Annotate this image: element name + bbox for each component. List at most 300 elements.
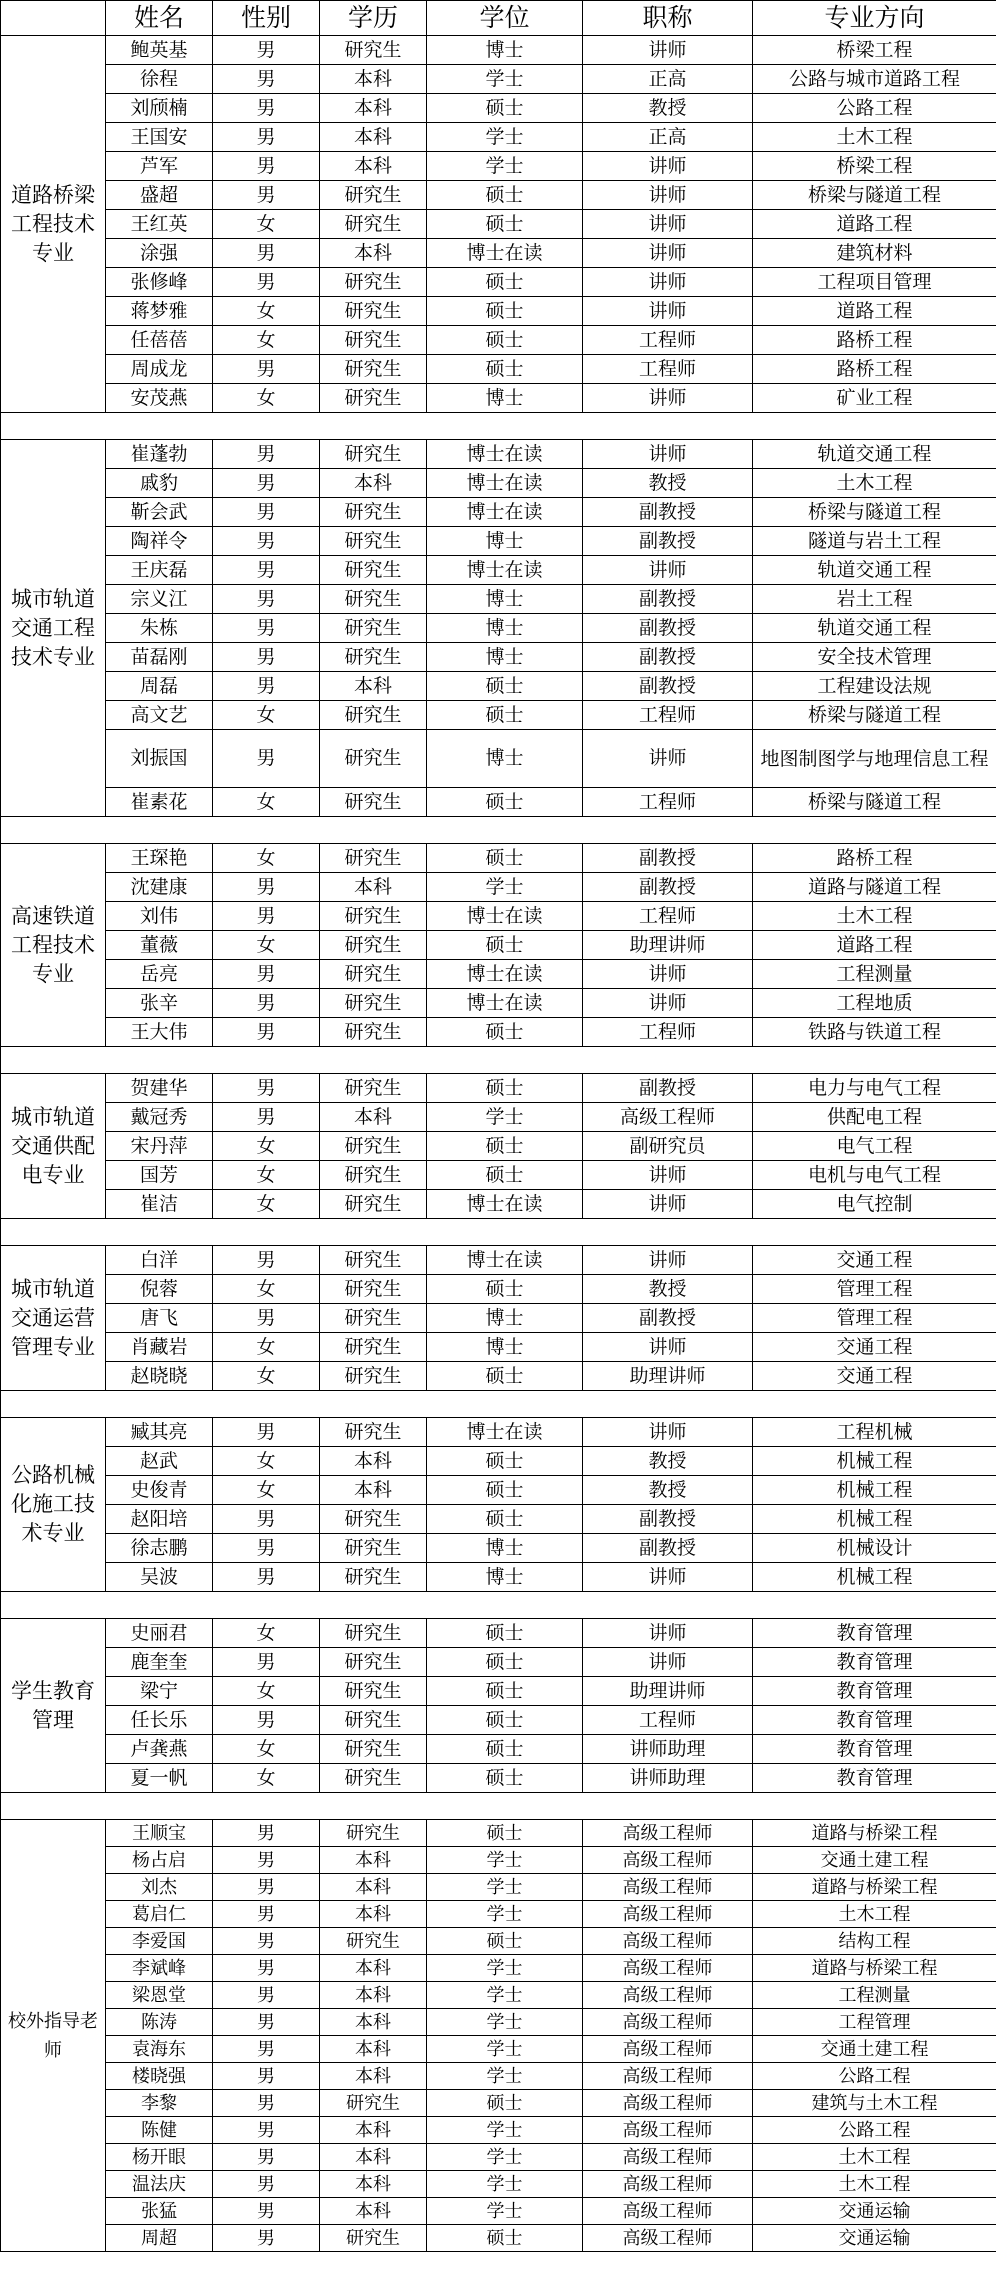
table-row bbox=[1, 2225, 996, 2252]
cell-education: 本科 bbox=[320, 2009, 427, 2036]
cell-major: 交通土建工程 bbox=[753, 2036, 996, 2063]
cell-major: 道路与桥梁工程 bbox=[753, 1955, 996, 1982]
cell-education: 研究生 bbox=[320, 614, 427, 643]
cell-gender: 男 bbox=[213, 643, 320, 672]
table-row bbox=[1, 2009, 996, 2036]
cell-major: 教育管理 bbox=[753, 1648, 996, 1677]
cell-education: 研究生 bbox=[320, 1619, 427, 1648]
cell-degree: 硕士 bbox=[427, 701, 583, 730]
table-row bbox=[1, 1074, 996, 1103]
cell-education: 研究生 bbox=[320, 1534, 427, 1563]
cell-education: 本科 bbox=[320, 1955, 427, 1982]
table-row bbox=[1, 672, 996, 701]
cell-title: 工程师 bbox=[583, 355, 753, 384]
cell-title: 副教授 bbox=[583, 527, 753, 556]
cell-degree: 学士 bbox=[427, 152, 583, 181]
table-row bbox=[1, 2171, 996, 2198]
cell-education: 本科 bbox=[320, 2171, 427, 2198]
header-gender: 性别 bbox=[213, 1, 320, 36]
table-row bbox=[1, 614, 996, 643]
cell-gender: 男 bbox=[213, 2063, 320, 2090]
cell-major: 土木工程 bbox=[753, 469, 996, 498]
table-row bbox=[1, 1333, 996, 1362]
cell-major: 工程建设法规 bbox=[753, 672, 996, 701]
table-row bbox=[1, 1735, 996, 1764]
cell-gender: 男 bbox=[213, 1103, 320, 1132]
cell-degree: 博士在读 bbox=[427, 989, 583, 1018]
cell-major: 隧道与岩土工程 bbox=[753, 527, 996, 556]
group-label: 公路机械化施工技术专业 bbox=[1, 1418, 106, 1592]
cell-degree: 硕士 bbox=[427, 2090, 583, 2117]
cell-degree: 硕士 bbox=[427, 1735, 583, 1764]
cell-title: 高级工程师 bbox=[583, 1847, 753, 1874]
cell-gender: 男 bbox=[213, 1648, 320, 1677]
cell-education: 研究生 bbox=[320, 498, 427, 527]
cell-name: 张修峰 bbox=[106, 268, 213, 297]
cell-name: 李斌峰 bbox=[106, 1955, 213, 1982]
cell-name: 赵武 bbox=[106, 1447, 213, 1476]
cell-major: 桥梁与隧道工程 bbox=[753, 701, 996, 730]
cell-major: 地图制图学与地理信息工程 bbox=[753, 730, 996, 788]
cell-gender: 男 bbox=[213, 1820, 320, 1847]
cell-education: 研究生 bbox=[320, 730, 427, 788]
cell-education: 本科 bbox=[320, 123, 427, 152]
cell-gender: 男 bbox=[213, 440, 320, 469]
cell-degree: 硕士 bbox=[427, 1074, 583, 1103]
table-row bbox=[1, 65, 996, 94]
cell-title: 高级工程师 bbox=[583, 2144, 753, 2171]
cell-gender: 男 bbox=[213, 2225, 320, 2252]
header-major: 专业方向 bbox=[753, 1, 996, 36]
cell-degree: 硕士 bbox=[427, 1161, 583, 1190]
cell-education: 研究生 bbox=[320, 1648, 427, 1677]
group-label: 校外指导老师 bbox=[1, 1820, 106, 2252]
cell-major: 道路工程 bbox=[753, 210, 996, 239]
cell-gender: 女 bbox=[213, 1735, 320, 1764]
cell-education: 研究生 bbox=[320, 1928, 427, 1955]
cell-major: 路桥工程 bbox=[753, 844, 996, 873]
cell-name: 崔蓬勃 bbox=[106, 440, 213, 469]
cell-title: 工程师 bbox=[583, 902, 753, 931]
cell-major: 教育管理 bbox=[753, 1735, 996, 1764]
table-row bbox=[1, 1619, 996, 1648]
cell-title: 教授 bbox=[583, 1275, 753, 1304]
group-label: 城市轨道交通工程技术专业 bbox=[1, 440, 106, 817]
cell-major: 机械工程 bbox=[753, 1447, 996, 1476]
cell-degree: 硕士 bbox=[427, 210, 583, 239]
cell-major: 建筑材料 bbox=[753, 239, 996, 268]
cell-degree: 硕士 bbox=[427, 326, 583, 355]
cell-degree: 博士 bbox=[427, 1304, 583, 1333]
cell-degree: 学士 bbox=[427, 1955, 583, 1982]
cell-degree: 硕士 bbox=[427, 844, 583, 873]
cell-major: 教育管理 bbox=[753, 1764, 996, 1793]
cell-gender: 男 bbox=[213, 1074, 320, 1103]
separator-cell bbox=[1, 1047, 996, 1074]
table-row bbox=[1, 960, 996, 989]
cell-title: 教授 bbox=[583, 469, 753, 498]
cell-education: 本科 bbox=[320, 469, 427, 498]
cell-gender: 女 bbox=[213, 1333, 320, 1362]
cell-title: 副教授 bbox=[583, 672, 753, 701]
table-row bbox=[1, 1563, 996, 1592]
cell-gender: 男 bbox=[213, 730, 320, 788]
table-row bbox=[1, 297, 996, 326]
cell-major: 教育管理 bbox=[753, 1619, 996, 1648]
cell-degree: 博士 bbox=[427, 36, 583, 65]
cell-title: 副教授 bbox=[583, 498, 753, 527]
cell-education: 研究生 bbox=[320, 1304, 427, 1333]
cell-major: 电力与电气工程 bbox=[753, 1074, 996, 1103]
cell-gender: 男 bbox=[213, 355, 320, 384]
cell-gender: 女 bbox=[213, 844, 320, 873]
header-education: 学历 bbox=[320, 1, 427, 36]
cell-title: 助理讲师 bbox=[583, 931, 753, 960]
cell-title: 讲师 bbox=[583, 152, 753, 181]
table-row bbox=[1, 2117, 996, 2144]
table-row bbox=[1, 1901, 996, 1928]
cell-title: 讲师 bbox=[583, 1563, 753, 1592]
table-row bbox=[1, 1534, 996, 1563]
cell-degree: 博士 bbox=[427, 527, 583, 556]
cell-title: 讲师助理 bbox=[583, 1764, 753, 1793]
cell-title: 工程师 bbox=[583, 788, 753, 817]
separator-cell bbox=[1, 1592, 996, 1619]
table-row bbox=[1, 1190, 996, 1219]
table-row bbox=[1, 701, 996, 730]
group-label: 高速铁道工程技术专业 bbox=[1, 844, 106, 1047]
table-row bbox=[1, 1275, 996, 1304]
cell-name: 陈涛 bbox=[106, 2009, 213, 2036]
cell-title: 讲师 bbox=[583, 181, 753, 210]
cell-degree: 学士 bbox=[427, 2198, 583, 2225]
cell-gender: 男 bbox=[213, 1874, 320, 1901]
cell-gender: 男 bbox=[213, 1982, 320, 2009]
cell-degree: 学士 bbox=[427, 2171, 583, 2198]
cell-gender: 男 bbox=[213, 2117, 320, 2144]
cell-degree: 硕士 bbox=[427, 1132, 583, 1161]
cell-degree: 学士 bbox=[427, 1982, 583, 2009]
cell-major: 教育管理 bbox=[753, 1706, 996, 1735]
table-row bbox=[1, 1505, 996, 1534]
cell-name: 张猛 bbox=[106, 2198, 213, 2225]
cell-degree: 学士 bbox=[427, 2063, 583, 2090]
cell-major: 交通运输 bbox=[753, 2198, 996, 2225]
cell-gender: 男 bbox=[213, 2036, 320, 2063]
cell-title: 高级工程师 bbox=[583, 1103, 753, 1132]
cell-degree: 学士 bbox=[427, 65, 583, 94]
table-row bbox=[1, 1246, 996, 1275]
cell-gender: 男 bbox=[213, 2171, 320, 2198]
cell-major: 工程管理 bbox=[753, 2009, 996, 2036]
table-row bbox=[1, 1764, 996, 1793]
cell-education: 研究生 bbox=[320, 960, 427, 989]
cell-education: 本科 bbox=[320, 1476, 427, 1505]
cell-title: 讲师 bbox=[583, 297, 753, 326]
cell-title: 讲师 bbox=[583, 440, 753, 469]
cell-major: 工程测量 bbox=[753, 960, 996, 989]
cell-title: 讲师 bbox=[583, 1333, 753, 1362]
cell-name: 沈建康 bbox=[106, 873, 213, 902]
table-row bbox=[1, 1304, 996, 1333]
cell-degree: 博士 bbox=[427, 614, 583, 643]
cell-title: 高级工程师 bbox=[583, 2009, 753, 2036]
cell-major: 安全技术管理 bbox=[753, 643, 996, 672]
cell-degree: 硕士 bbox=[427, 1505, 583, 1534]
table-row bbox=[1, 844, 996, 873]
cell-name: 周磊 bbox=[106, 672, 213, 701]
cell-education: 研究生 bbox=[320, 701, 427, 730]
cell-major: 机械设计 bbox=[753, 1534, 996, 1563]
cell-name: 王大伟 bbox=[106, 1018, 213, 1047]
cell-title: 工程师 bbox=[583, 1706, 753, 1735]
cell-education: 研究生 bbox=[320, 1132, 427, 1161]
group-separator bbox=[1, 817, 996, 844]
cell-gender: 男 bbox=[213, 1505, 320, 1534]
cell-gender: 男 bbox=[213, 614, 320, 643]
cell-title: 高级工程师 bbox=[583, 2036, 753, 2063]
cell-name: 国芳 bbox=[106, 1161, 213, 1190]
table-row bbox=[1, 94, 996, 123]
cell-education: 本科 bbox=[320, 2198, 427, 2225]
cell-name: 鹿奎奎 bbox=[106, 1648, 213, 1677]
table-row bbox=[1, 931, 996, 960]
group-separator bbox=[1, 1219, 996, 1246]
cell-degree: 硕士 bbox=[427, 94, 583, 123]
cell-gender: 男 bbox=[213, 123, 320, 152]
cell-degree: 博士在读 bbox=[427, 902, 583, 931]
cell-title: 高级工程师 bbox=[583, 1901, 753, 1928]
cell-name: 吴波 bbox=[106, 1563, 213, 1592]
cell-major: 公路工程 bbox=[753, 2117, 996, 2144]
cell-name: 贺建华 bbox=[106, 1074, 213, 1103]
cell-education: 研究生 bbox=[320, 2090, 427, 2117]
cell-major: 机械工程 bbox=[753, 1476, 996, 1505]
cell-major: 土木工程 bbox=[753, 123, 996, 152]
cell-degree: 博士在读 bbox=[427, 960, 583, 989]
cell-education: 研究生 bbox=[320, 1820, 427, 1847]
table-row bbox=[1, 1955, 996, 1982]
group-label: 城市轨道交通供配电专业 bbox=[1, 1074, 106, 1219]
cell-major: 工程机械 bbox=[753, 1418, 996, 1447]
cell-name: 张辛 bbox=[106, 989, 213, 1018]
roster-body bbox=[1, 1, 996, 2252]
cell-title: 讲师 bbox=[583, 268, 753, 297]
cell-gender: 女 bbox=[213, 1677, 320, 1706]
cell-title: 副教授 bbox=[583, 1304, 753, 1333]
cell-education: 研究生 bbox=[320, 1161, 427, 1190]
cell-gender: 女 bbox=[213, 701, 320, 730]
table-row bbox=[1, 1447, 996, 1476]
cell-title: 讲师 bbox=[583, 556, 753, 585]
cell-degree: 学士 bbox=[427, 1103, 583, 1132]
cell-gender: 男 bbox=[213, 181, 320, 210]
cell-major: 机械工程 bbox=[753, 1563, 996, 1592]
cell-major: 电气控制 bbox=[753, 1190, 996, 1219]
cell-title: 正高 bbox=[583, 123, 753, 152]
cell-education: 本科 bbox=[320, 1447, 427, 1476]
cell-gender: 男 bbox=[213, 1706, 320, 1735]
cell-major: 建筑与土木工程 bbox=[753, 2090, 996, 2117]
cell-title: 工程师 bbox=[583, 701, 753, 730]
cell-name: 王顺宝 bbox=[106, 1820, 213, 1847]
cell-name: 赵阳培 bbox=[106, 1505, 213, 1534]
cell-name: 倪蓉 bbox=[106, 1275, 213, 1304]
table-row bbox=[1, 1132, 996, 1161]
cell-gender: 男 bbox=[213, 469, 320, 498]
cell-degree: 博士 bbox=[427, 643, 583, 672]
cell-title: 副教授 bbox=[583, 873, 753, 902]
cell-education: 研究生 bbox=[320, 1706, 427, 1735]
table-row bbox=[1, 989, 996, 1018]
cell-title: 讲师 bbox=[583, 384, 753, 413]
cell-name: 李爱国 bbox=[106, 1928, 213, 1955]
cell-gender: 女 bbox=[213, 1362, 320, 1391]
cell-gender: 女 bbox=[213, 1447, 320, 1476]
cell-gender: 女 bbox=[213, 1275, 320, 1304]
cell-degree: 博士 bbox=[427, 585, 583, 614]
cell-name: 崔素花 bbox=[106, 788, 213, 817]
table-row bbox=[1, 1161, 996, 1190]
cell-name: 王庆磊 bbox=[106, 556, 213, 585]
cell-name: 白洋 bbox=[106, 1246, 213, 1275]
cell-name: 宗义江 bbox=[106, 585, 213, 614]
cell-degree: 硕士 bbox=[427, 268, 583, 297]
cell-gender: 女 bbox=[213, 1132, 320, 1161]
cell-major: 轨道交通工程 bbox=[753, 614, 996, 643]
separator-cell bbox=[1, 413, 996, 440]
table-row bbox=[1, 36, 996, 65]
cell-degree: 硕士 bbox=[427, 1362, 583, 1391]
table-row bbox=[1, 585, 996, 614]
cell-gender: 女 bbox=[213, 1190, 320, 1219]
cell-education: 本科 bbox=[320, 2036, 427, 2063]
cell-major: 公路与城市道路工程 bbox=[753, 65, 996, 94]
cell-gender: 男 bbox=[213, 1847, 320, 1874]
cell-education: 研究生 bbox=[320, 440, 427, 469]
cell-gender: 男 bbox=[213, 1901, 320, 1928]
table-row bbox=[1, 902, 996, 931]
cell-gender: 女 bbox=[213, 1161, 320, 1190]
cell-title: 副教授 bbox=[583, 1505, 753, 1534]
cell-gender: 男 bbox=[213, 1563, 320, 1592]
cell-major: 道路与桥梁工程 bbox=[753, 1820, 996, 1847]
cell-education: 研究生 bbox=[320, 1735, 427, 1764]
cell-education: 研究生 bbox=[320, 1190, 427, 1219]
cell-education: 研究生 bbox=[320, 268, 427, 297]
cell-name: 楼晓强 bbox=[106, 2063, 213, 2090]
table-row bbox=[1, 527, 996, 556]
table-row bbox=[1, 355, 996, 384]
cell-name: 卢龚燕 bbox=[106, 1735, 213, 1764]
cell-name: 臧其亮 bbox=[106, 1418, 213, 1447]
cell-major: 道路工程 bbox=[753, 931, 996, 960]
cell-title: 教授 bbox=[583, 1447, 753, 1476]
cell-gender: 男 bbox=[213, 65, 320, 94]
cell-name: 王琛艳 bbox=[106, 844, 213, 873]
cell-education: 研究生 bbox=[320, 384, 427, 413]
cell-education: 研究生 bbox=[320, 1333, 427, 1362]
cell-gender: 男 bbox=[213, 94, 320, 123]
cell-gender: 女 bbox=[213, 931, 320, 960]
cell-title: 讲师 bbox=[583, 1161, 753, 1190]
cell-title: 讲师助理 bbox=[583, 1735, 753, 1764]
group-label: 城市轨道交通运营管理专业 bbox=[1, 1246, 106, 1391]
cell-education: 本科 bbox=[320, 873, 427, 902]
cell-degree: 硕士 bbox=[427, 788, 583, 817]
cell-title: 高级工程师 bbox=[583, 1982, 753, 2009]
cell-major: 工程地质 bbox=[753, 989, 996, 1018]
cell-title: 讲师 bbox=[583, 730, 753, 788]
cell-degree: 硕士 bbox=[427, 1447, 583, 1476]
cell-gender: 男 bbox=[213, 672, 320, 701]
cell-degree: 硕士 bbox=[427, 1018, 583, 1047]
cell-title: 高级工程师 bbox=[583, 1955, 753, 1982]
cell-name: 刘杰 bbox=[106, 1874, 213, 1901]
cell-degree: 学士 bbox=[427, 2144, 583, 2171]
cell-title: 高级工程师 bbox=[583, 2117, 753, 2144]
cell-major: 桥梁工程 bbox=[753, 152, 996, 181]
cell-degree: 硕士 bbox=[427, 1275, 583, 1304]
cell-degree: 学士 bbox=[427, 1847, 583, 1874]
cell-name: 李黎 bbox=[106, 2090, 213, 2117]
cell-title: 副教授 bbox=[583, 643, 753, 672]
cell-name: 王国安 bbox=[106, 123, 213, 152]
cell-major: 岩土工程 bbox=[753, 585, 996, 614]
table-row bbox=[1, 1418, 996, 1447]
cell-major: 土木工程 bbox=[753, 902, 996, 931]
cell-degree: 学士 bbox=[427, 873, 583, 902]
cell-education: 研究生 bbox=[320, 355, 427, 384]
cell-education: 本科 bbox=[320, 152, 427, 181]
cell-major: 交通土建工程 bbox=[753, 1847, 996, 1874]
cell-degree: 硕士 bbox=[427, 1619, 583, 1648]
table-row bbox=[1, 152, 996, 181]
cell-education: 研究生 bbox=[320, 1275, 427, 1304]
cell-gender: 男 bbox=[213, 1418, 320, 1447]
cell-name: 夏一帆 bbox=[106, 1764, 213, 1793]
table-row bbox=[1, 384, 996, 413]
cell-title: 高级工程师 bbox=[583, 2171, 753, 2198]
cell-gender: 男 bbox=[213, 1304, 320, 1333]
cell-name: 苗磊刚 bbox=[106, 643, 213, 672]
cell-gender: 女 bbox=[213, 210, 320, 239]
cell-major: 铁路与铁道工程 bbox=[753, 1018, 996, 1047]
table-row bbox=[1, 1706, 996, 1735]
cell-degree: 学士 bbox=[427, 1901, 583, 1928]
group-label: 道路桥梁工程技术专业 bbox=[1, 36, 106, 413]
cell-name: 袁海东 bbox=[106, 2036, 213, 2063]
cell-education: 本科 bbox=[320, 1982, 427, 2009]
cell-title: 副教授 bbox=[583, 585, 753, 614]
cell-title: 讲师 bbox=[583, 989, 753, 1018]
cell-name: 唐飞 bbox=[106, 1304, 213, 1333]
table-row bbox=[1, 2063, 996, 2090]
cell-name: 刘振国 bbox=[106, 730, 213, 788]
separator-cell bbox=[1, 1219, 996, 1246]
cell-name: 任长乐 bbox=[106, 1706, 213, 1735]
cell-name: 芦军 bbox=[106, 152, 213, 181]
cell-name: 温法庆 bbox=[106, 2171, 213, 2198]
header-degree: 学位 bbox=[427, 1, 583, 36]
table-row bbox=[1, 556, 996, 585]
cell-title: 讲师 bbox=[583, 1246, 753, 1275]
cell-name: 肖藏岩 bbox=[106, 1333, 213, 1362]
cell-degree: 学士 bbox=[427, 2009, 583, 2036]
cell-major: 桥梁与隧道工程 bbox=[753, 498, 996, 527]
cell-title: 正高 bbox=[583, 65, 753, 94]
cell-title: 副教授 bbox=[583, 1534, 753, 1563]
